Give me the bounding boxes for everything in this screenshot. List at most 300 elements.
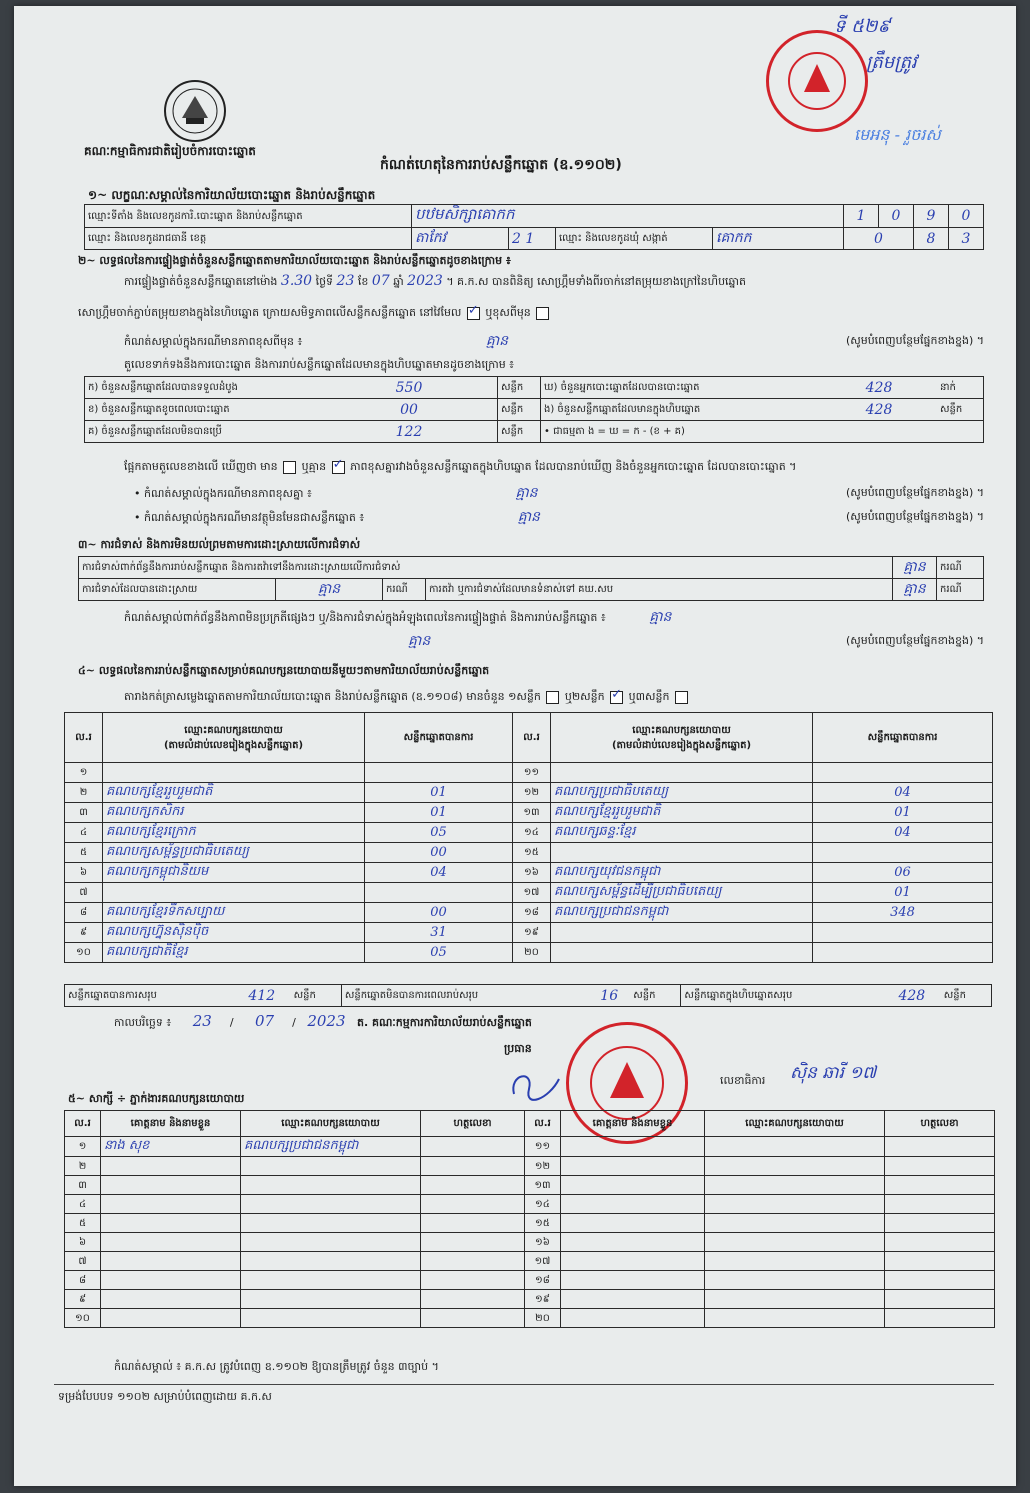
witness-name [561, 1176, 705, 1195]
result-party: គណបក្សប្រជាធិបតេយ្យ [551, 783, 813, 803]
date-year: 2023 [307, 1012, 346, 1030]
col-party-left-title: ឈ្មោះគណបក្សនយោបាយ [184, 724, 283, 736]
irregularity-label: កំណត់សម្គាល់ពាក់ព័ន្ធនឹងភាពមិនប្រក្រតីផ្សេងៗ ឬ/និងការជំទាស់ក្នុងអំឡុងពេលនៃការផ្ទៀងផ្ទាត់ និងការរាប់សន្លឹកឆ្នោត ៖ [124, 611, 606, 624]
official-stamp-top [766, 30, 868, 132]
emblem-logo [162, 78, 228, 144]
objection-table [78, 556, 984, 601]
station-digit-3: 9 [914, 205, 949, 228]
witness-no: ៦ [65, 1233, 101, 1252]
total-box-value: 428 [883, 985, 941, 1007]
witness-row [65, 1271, 995, 1290]
witness-no: ៤ [65, 1195, 101, 1214]
result-no: ២០ [513, 943, 551, 963]
bullet-1 [134, 486, 984, 501]
result-party: គណបក្សសម្ព័ន្ធប្រជាធិបតេយ្យ [103, 843, 365, 863]
result-party: គណបក្សសម្ព័ន្ធដើម្បីប្រជាធិបតេយ្យ [551, 883, 813, 903]
witness-party [705, 1271, 885, 1290]
verify-day-label: ថ្ងៃទី [315, 275, 334, 288]
witness-sign [421, 1214, 525, 1233]
total-valid-value: 412 [233, 985, 291, 1007]
result-votes [813, 843, 993, 863]
irregularity-value-2: គ្មាន [408, 633, 431, 649]
count-label-c: គ) ចំនួនសន្លឹកឆ្នោតដែលមិនបានប្រើ [85, 421, 322, 443]
verify-text: ការផ្ទៀងផ្ទាត់ចំនួនសន្លឹកឆ្នោតនៅម៉ោង [124, 275, 278, 288]
bullet-2-label: • កំណត់សម្គាល់ក្នុងករណីមានវត្ថុមិនមែនជាសន្លឹកឆ្នោត ៖ [134, 511, 365, 524]
result-votes [365, 763, 513, 783]
witness-row [65, 1252, 995, 1271]
result-no: ៤ [65, 823, 103, 843]
province-value: តាកែវ [412, 228, 509, 250]
witness-no: ៩ [65, 1290, 101, 1309]
count-value-c: 122 [321, 421, 498, 443]
col-party-left-sub: (តាមលំដាប់លេខរៀងក្នុងសន្លឹកឆ្នោត) [163, 739, 304, 751]
diff-line [124, 460, 796, 474]
result-party: គណបក្សយុវជនកម្ពុជា [551, 863, 813, 883]
formula-note: • ជាធម្មតា ង = ឃ = ក - (ខ + គ) [541, 421, 984, 443]
verify-line-2 [78, 306, 551, 320]
station-digit-1: 1 [844, 205, 879, 228]
result-votes: 348 [813, 903, 993, 923]
witness-row [65, 1137, 995, 1157]
witness-sign [885, 1309, 995, 1328]
section-1-heading: ១~ លក្ខណៈសម្គាល់នៃការិយាល័យបោះឆ្នោត និងរាប់សន្លឹកឆ្នោត [88, 188, 376, 202]
witness-sign [885, 1214, 995, 1233]
secretary-label: លេខាធិការ [720, 1074, 766, 1087]
polling-station-value: បឋមសិក្សាគោកក [412, 205, 844, 228]
result-no: ៥ [65, 843, 103, 863]
result-party: គណបក្សខ្មែរក្រោក [103, 823, 365, 843]
result-votes [365, 883, 513, 903]
witness-party [241, 1233, 421, 1252]
count-label-b: ខ) ចំនួនសន្លឹកឆ្នោតខូចពេលបោះឆ្នោត [85, 399, 322, 421]
result-no: ១៦ [513, 863, 551, 883]
result-party [103, 763, 365, 783]
witness-name [101, 1233, 241, 1252]
total-box-label: សន្លឹកឆ្នោតក្នុងហិបឆ្នោតសរុប [681, 985, 883, 1007]
result-no: ២ [65, 783, 103, 803]
results-table [64, 712, 993, 963]
w-col-sign-right: ហត្ថលេខា [885, 1111, 995, 1137]
witness-no: ៣ [65, 1176, 101, 1195]
no-diff-checkbox[interactable] [332, 461, 345, 474]
chair-label: ប្រធាន [504, 1042, 532, 1055]
witness-party [705, 1309, 885, 1328]
witness-name [561, 1233, 705, 1252]
polling-station-label: ឈ្មោះទីតាំង និងលេខកូដការិ.បោះឆ្នោត និងរាប់សន្លឹកឆ្នោត [85, 205, 412, 228]
witness-row [65, 1157, 995, 1176]
col-no-left: ល.រ [65, 713, 103, 763]
result-no: ៦ [65, 863, 103, 883]
total-invalid-label: សន្លឹកឆ្នោតមិនបានការពេលរាប់សរុប [341, 985, 588, 1007]
sheets-3-checkbox[interactable] [675, 691, 688, 704]
witness-party [241, 1271, 421, 1290]
count-value-e: 428 [821, 399, 937, 421]
witness-no: ៧ [65, 1252, 101, 1271]
station-digit-4: 0 [949, 205, 984, 228]
witness-party [241, 1157, 421, 1176]
verify-year-label: ឆ្នាំ [393, 275, 404, 288]
witness-no: ១១ [525, 1137, 561, 1157]
witness-sign [885, 1233, 995, 1252]
verify-line2-text: សោហ្គ្រឹមចាក់ភ្ជាប់តម្រុយខាងក្នុងនៃហិបឆ្នោត ក្រោយសមិទ្ធភាពលើសន្លឹកសន្លឹកឆ្នោត នៅវៃមែល [78, 306, 462, 319]
resolved-label: ការជំទាស់ដែលបានដោះស្រាយ [79, 579, 276, 601]
diff-text: ផ្អែកតាមតួលេខខាងលើ ឃើញថា មាន [124, 460, 278, 473]
org-name: គណៈកម្មាធិការជាតិរៀបចំការបោះឆ្នោត [84, 144, 256, 158]
irregularity-hint: (សូមបំពេញបន្ថែមផ្នែកខាងខ្នង) ។ [845, 634, 984, 647]
results-row [65, 883, 993, 903]
result-votes: 01 [813, 883, 993, 903]
witness-name [101, 1214, 241, 1233]
total-invalid-unit: សន្លឹក [630, 985, 681, 1007]
form-footer: ទម្រង់បែបបទ ១១០២ សម្រាប់បំពេញដោយ គ.ក.ស [58, 1390, 272, 1403]
totals-table [64, 984, 992, 1007]
counts-table [84, 376, 984, 443]
witness-name [561, 1252, 705, 1271]
witness-sign [421, 1195, 525, 1214]
witness-party [705, 1233, 885, 1252]
result-no: ៩ [65, 923, 103, 943]
result-party [551, 923, 813, 943]
witness-sign [421, 1233, 525, 1252]
table-intro: តួលេខទាក់ទងនឹងការបោះឆ្នោត និងការរាប់សន្លឹកឆ្នោតដែលមានក្នុងហិបឆ្នោតមានដូចខាងក្រោម ៖ [124, 358, 515, 371]
w-col-sign-left: ហត្ថលេខា [421, 1111, 525, 1137]
witness-no: ១៣ [525, 1176, 561, 1195]
witness-party [705, 1176, 885, 1195]
document-page [14, 6, 1016, 1486]
result-votes: 01 [365, 803, 513, 823]
date-month: 07 [255, 1012, 275, 1030]
result-party: គណបក្សកសិករ [103, 803, 365, 823]
same-checkbox[interactable] [467, 307, 480, 320]
witness-no: ១៤ [525, 1195, 561, 1214]
commune-digit-2: 8 [914, 228, 949, 250]
verify-line-1 [124, 274, 746, 289]
stamp-note: ទី ៥២៩ [834, 16, 891, 37]
count-value-b: 00 [321, 399, 498, 421]
result-no: ១៩ [513, 923, 551, 943]
witness-party [241, 1214, 421, 1233]
w-col-no-left: ល.រ [65, 1111, 101, 1137]
note-hint: (សូមបំពេញបន្ថែមផ្នែកខាងខ្នង) ។ [845, 334, 984, 347]
result-party: គណបក្សហ្វ៊ុនស៊ិនប៉ិច [103, 923, 365, 943]
section-2-heading: ២~ លទ្ធផលនៃការផ្ទៀងផ្ទាត់ចំនួនសន្លឹកឆ្នោតតាមការិយាល័យបោះឆ្នោត និងរាប់សន្លឹកឆ្នោតដូចខាងក្រោម ៖ [78, 254, 511, 267]
col-party-right-title: ឈ្មោះគណបក្សនយោបាយ [632, 724, 731, 736]
bullet-1-value: គ្មាន [515, 485, 538, 501]
witness-party [705, 1214, 885, 1233]
results-row [65, 863, 993, 883]
witness-sign [421, 1271, 525, 1290]
result-votes: 06 [813, 863, 993, 883]
witness-sign [421, 1176, 525, 1195]
result-votes: 01 [813, 803, 993, 823]
result-votes: 04 [813, 823, 993, 843]
witness-party: គណបក្សប្រជាជនកម្ពុជា [241, 1137, 421, 1157]
count-label-e: ង) ចំនួនសន្លឹកឆ្នោតដែលមានក្នុងហិបឆ្នោត [541, 399, 822, 421]
witness-party [705, 1157, 885, 1176]
witness-sign [885, 1157, 995, 1176]
results-row [65, 943, 993, 963]
province-code-1: 2 [512, 230, 521, 247]
resolved-value: គ្មាន [276, 579, 383, 601]
verify-day: 23 [336, 273, 355, 289]
witness-name [561, 1309, 705, 1328]
section-4-heading: ៤~ លទ្ធផលនៃការរាប់សន្លឹកឆ្នោតសម្រាប់គណបក្សនយោបាយនីមួយៗតាមការិយាល័យរាប់សន្លឹកឆ្នោត [78, 664, 490, 677]
sheets-2-checkbox[interactable] [610, 691, 623, 704]
result-party: គណបក្សឆន្ទៈខ្មែរ [551, 823, 813, 843]
witness-table [64, 1110, 995, 1328]
witness-no: ១៥ [525, 1214, 561, 1233]
count-value-a: 550 [321, 377, 498, 399]
date-label: កាលបរិច្ឆេទ ៖ [114, 1016, 172, 1029]
witness-sign [421, 1309, 525, 1328]
witness-sign [885, 1290, 995, 1309]
bullet-2 [134, 510, 984, 525]
station-digit-2: 0 [879, 205, 914, 228]
result-party [103, 883, 365, 903]
appeal-unit: ករណី [937, 579, 984, 601]
witness-row [65, 1233, 995, 1252]
result-party: គណបក្សប្រជាជនកម្ពុជា [551, 903, 813, 923]
result-no: ៧ [65, 883, 103, 903]
counts-row [85, 421, 984, 443]
witness-name [101, 1271, 241, 1290]
section-3-heading: ៣~ ការជំទាស់ និងការមិនយល់ព្រមតាមការដោះស្រាយលើការជំទាស់ [78, 538, 361, 551]
no-diff-label: ឬគ្មាន [301, 460, 327, 473]
result-party: គណបក្សខ្មែរទឹកសប្បាយ [103, 903, 365, 923]
col-party-right-sub: (តាមលំដាប់លេខរៀងក្នុងសន្លឹកឆ្នោត) [611, 739, 752, 751]
section-4-intro [124, 690, 690, 704]
result-votes: 31 [365, 923, 513, 943]
total-valid-unit: សន្លឹក [291, 985, 342, 1007]
witness-sign [421, 1157, 525, 1176]
witness-row [65, 1214, 995, 1233]
result-party [551, 843, 813, 863]
witness-party [241, 1176, 421, 1195]
witness-name [561, 1157, 705, 1176]
section-5-heading: ៥~ សាក្សី ÷ ភ្នាក់ងារគណបក្សនយោបាយ [68, 1092, 245, 1105]
irregularity-line-2 [78, 634, 984, 649]
chair-signature [504, 1064, 564, 1104]
result-no: ១៣ [513, 803, 551, 823]
col-votes-right: សន្លឹកឆ្នោតបានការ [813, 713, 993, 763]
secretary-signature: ស៊ិន ឆារី ១៧ [790, 1063, 877, 1083]
witness-no: ១០ [65, 1309, 101, 1328]
verify-time: 3.30 [280, 273, 313, 289]
section-1-table [84, 204, 984, 250]
verify-tail: ។ គ.ក.ស បានពិនិត្យ សោហ្គ្រឹមទាំងពីរចាក់នៅតម្រុយខាងក្រៅនៃហិបឆ្នោត [446, 275, 746, 288]
results-row [65, 923, 993, 943]
witness-party [705, 1195, 885, 1214]
note-label: កំណត់សម្គាល់ក្នុងករណីមានភាពខុសពីមុន ៖ [124, 335, 303, 348]
form-title: កំណត់ហេតុនៃការរាប់សន្លឹកឆ្នោត (ឧ.១១០២) [380, 157, 622, 173]
witness-no: ១ [65, 1137, 101, 1157]
sheets-2-label: ឬ២សន្លឹក [564, 690, 605, 703]
witness-no: ១៨ [525, 1271, 561, 1290]
result-votes: 05 [365, 943, 513, 963]
result-votes: 00 [365, 903, 513, 923]
result-no: ១០ [65, 943, 103, 963]
col-party-left [103, 713, 365, 763]
commune-label: ឈ្មោះ និងលេខកូដឃុំ សង្កាត់ [556, 228, 713, 250]
witness-party [705, 1137, 885, 1157]
result-no: ៣ [65, 803, 103, 823]
bullet-1-hint: (សូមបំពេញបន្ថែមផ្នែកខាងខ្នង) ។ [845, 486, 984, 499]
stamp-note-blue: មេអនុ - រួចរស់ [854, 125, 941, 144]
witness-no: ១៦ [525, 1233, 561, 1252]
witness-row [65, 1290, 995, 1309]
result-no: ១ [65, 763, 103, 783]
witness-no: ២ [65, 1157, 101, 1176]
witness-name [561, 1137, 705, 1157]
note-value: គ្មាន [485, 333, 509, 349]
witness-party [241, 1309, 421, 1328]
w-col-name-left: គោត្តនាម និងនាមខ្លួន [101, 1111, 241, 1137]
witness-party [241, 1252, 421, 1271]
w-col-party-right: ឈ្មោះគណបក្សនយោបាយ [705, 1111, 885, 1137]
witness-no: ២០ [525, 1309, 561, 1328]
results-row [65, 823, 993, 843]
witness-name [101, 1195, 241, 1214]
result-votes: 04 [813, 783, 993, 803]
witness-sign [885, 1271, 995, 1290]
result-votes [813, 763, 993, 783]
diff-tail: ភាពខុសគ្នារវាងចំនួនសន្លឹកឆ្នោតក្នុងហិបឆ្នោត ដែលបានរាប់ឃើញ និងចំនួនអ្នកបោះឆ្នោត ដែលបានបោះឆ្នោត ។ [350, 460, 797, 473]
result-votes: 05 [365, 823, 513, 843]
appeal-value: គ្មាន [892, 579, 936, 601]
stamp-note-2: ត្រឹមត្រូវ [866, 52, 917, 73]
objection-unit: ករណី [937, 557, 984, 579]
results-row [65, 843, 993, 863]
result-party: គណបក្សខ្មែរ​រួបរួមជាតិ [103, 783, 365, 803]
sheets-1-checkbox[interactable] [546, 691, 559, 704]
col-votes-left: សន្លឹកឆ្នោតបានការ [365, 713, 513, 763]
w-col-party-left: ឈ្មោះគណបក្សនយោបាយ [241, 1111, 421, 1137]
witness-name [561, 1271, 705, 1290]
result-votes: 04 [365, 863, 513, 883]
verify-month-label: ខែ [357, 275, 369, 288]
results-row [65, 783, 993, 803]
sheets-3-label: ឬ៣សន្លឹក [628, 690, 670, 703]
witness-sign [421, 1137, 525, 1157]
witness-sign [885, 1137, 995, 1157]
witness-name [101, 1176, 241, 1195]
count-unit-b: សន្លឹក [498, 399, 541, 421]
result-no: ១២ [513, 783, 551, 803]
counts-row [85, 377, 984, 399]
witness-party [705, 1252, 885, 1271]
result-party [551, 943, 813, 963]
witness-no: ១៧ [525, 1252, 561, 1271]
result-votes: 01 [365, 783, 513, 803]
result-no: ៨ [65, 903, 103, 923]
counts-row [85, 399, 984, 421]
has-diff-checkbox[interactable] [283, 461, 296, 474]
result-party [551, 763, 813, 783]
results-row [65, 903, 993, 923]
results-row [65, 763, 993, 783]
witness-name [561, 1195, 705, 1214]
witness-party [241, 1195, 421, 1214]
date-day: 23 [192, 1012, 212, 1030]
count-unit-e: សន្លឹក [937, 399, 984, 421]
witness-sign [885, 1195, 995, 1214]
witness-name: នាង សុខ [101, 1137, 241, 1157]
verify-month: 07 [371, 273, 390, 289]
total-valid-label: សន្លឹកឆ្នោតបានការសរុប [65, 985, 233, 1007]
bullet-2-hint: (សូមបំពេញបន្ថែមផ្នែកខាងខ្នង) ។ [845, 510, 984, 523]
province-code-2: 1 [525, 230, 535, 247]
verify-year: 2023 [407, 273, 443, 289]
result-votes [813, 943, 993, 963]
w-col-name-right: គោត្តនាម និងនាមខ្លួន [561, 1111, 705, 1137]
count-value-d: 428 [821, 377, 937, 399]
resolved-unit: ករណី [383, 579, 426, 601]
witness-name [101, 1157, 241, 1176]
footnote: កំណត់សម្គាល់ ៖ គ.ក.ស ត្រូវបំពេញ ឧ.១១០២ ឱ្យបានត្រឹមត្រូវ ចំនួន ៣ច្បាប់ ។ [114, 1360, 439, 1373]
witness-sign [421, 1290, 525, 1309]
result-no: ១១ [513, 763, 551, 783]
objection-value: គ្មាន [892, 557, 936, 579]
witness-row [65, 1195, 995, 1214]
irregularity-line [124, 610, 671, 625]
count-label-a: ក) ចំនួនសន្លឹកឆ្នោតដែលបានទទួលដំបូង [85, 377, 322, 399]
witness-no: ៨ [65, 1271, 101, 1290]
result-votes [813, 923, 993, 943]
witness-party [241, 1290, 421, 1309]
commune-digit-1: 0 [844, 228, 914, 250]
witness-no: ១៩ [525, 1290, 561, 1309]
diff-option-label: ឬខុសពីមុន [485, 306, 531, 319]
results-row [65, 803, 993, 823]
witness-row [65, 1309, 995, 1328]
section-4-intro-text: តារាងកត់ត្រាសម្លេងឆ្នោតតាមការិយាល័យបោះឆ្នោត និងរាប់សន្លឹកឆ្នោត (ឧ.១១០៨) មានចំនួន ១សន្លឹក [124, 690, 541, 703]
witness-name [561, 1214, 705, 1233]
committee-label: ត. គណៈកម្មការការិយាល័យរាប់សន្លឹកឆ្នោត [357, 1016, 532, 1029]
col-party-right [551, 713, 813, 763]
result-no: ១៨ [513, 903, 551, 923]
witness-sign [885, 1252, 995, 1271]
bullet-2-value: គ្មាន [517, 509, 540, 525]
witness-no: ១២ [525, 1157, 561, 1176]
witness-row [65, 1176, 995, 1195]
result-no: ១៥ [513, 843, 551, 863]
bullet-1-label: • កំណត់សម្គាល់ក្នុងករណីមានភាពខុសគ្នា ៖ [134, 487, 312, 500]
objection-label: ការជំទាស់ពាក់ព័ន្ធនឹងការរាប់សន្លឹកឆ្នោត និងការតវ៉ាទៅនឹងការដោះស្រាយលើការជំទាស់ [79, 557, 893, 579]
witness-sign [885, 1176, 995, 1195]
witness-no: ៥ [65, 1214, 101, 1233]
footer-rule [54, 1384, 994, 1385]
result-votes: 00 [365, 843, 513, 863]
total-box-unit: សន្លឹក [941, 985, 992, 1007]
commune-value: គោកក [713, 228, 844, 250]
result-party: គណបក្សជាតិខ្មែរ [103, 943, 365, 963]
count-label-d: ឃ) ចំនួនអ្នកបោះឆ្នោតដែលបានបោះឆ្នោត [541, 377, 822, 399]
col-no-right: ល.រ [513, 713, 551, 763]
commune-digit-3: 3 [949, 228, 984, 250]
result-no: ១៧ [513, 883, 551, 903]
witness-sign [421, 1252, 525, 1271]
diff-checkbox[interactable] [536, 307, 549, 320]
result-party: គណបក្សខ្មែររួបរួមជាតិ [551, 803, 813, 823]
w-col-no-right: ល.រ [525, 1111, 561, 1137]
appeal-label: ការតវ៉ា ឬការជំទាស់ដែលមានទំនាស់ទៅ គឃ.សប [426, 579, 893, 601]
witness-name [101, 1252, 241, 1271]
total-invalid-value: 16 [588, 985, 630, 1007]
witness-party [705, 1290, 885, 1309]
irregularity-value: គ្មាន [649, 609, 672, 625]
witness-name [101, 1309, 241, 1328]
note-line [124, 334, 984, 349]
